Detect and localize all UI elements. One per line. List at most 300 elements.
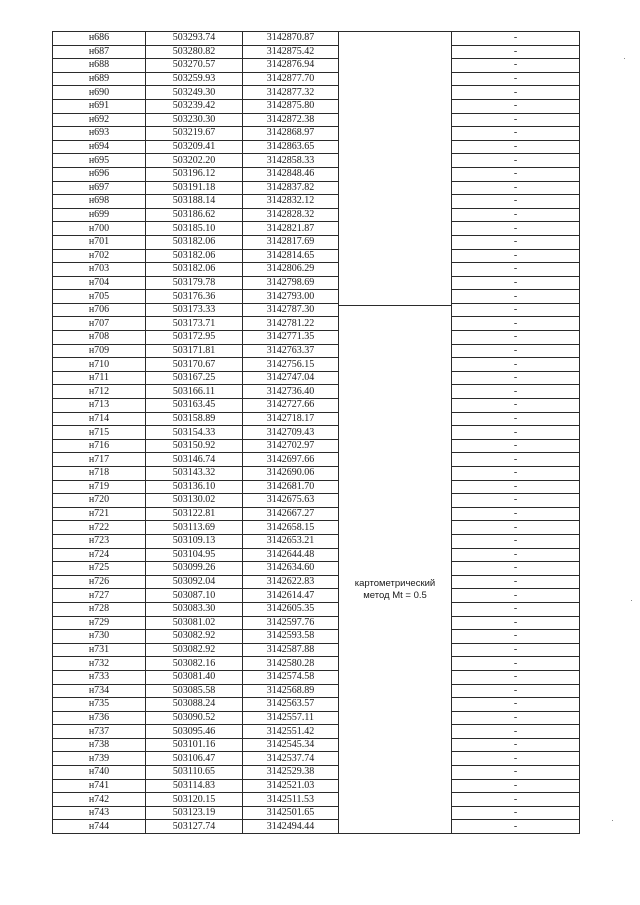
y-coordinate-cell: 3142793.00: [243, 290, 339, 304]
point-id-cell: н688: [53, 59, 146, 73]
x-coordinate-cell: 503090.52: [146, 711, 243, 725]
point-id-cell: н694: [53, 140, 146, 154]
method-cell: [339, 32, 452, 834]
note-cell: -: [452, 494, 580, 508]
point-id-cell: н722: [53, 521, 146, 535]
x-coordinate-cell: 503191.18: [146, 181, 243, 195]
method-label-line2: метод Mt = 0.5: [363, 589, 427, 601]
x-coordinate-cell: 503082.92: [146, 630, 243, 644]
x-coordinate-cell: 503188.14: [146, 195, 243, 209]
y-coordinate-cell: 3142798.69: [243, 276, 339, 290]
note-cell: -: [452, 711, 580, 725]
table-row: [53, 711, 580, 725]
x-coordinate-cell: 503154.33: [146, 426, 243, 440]
note-cell: -: [452, 358, 580, 372]
note-cell: -: [452, 589, 580, 603]
table-row: [53, 140, 580, 154]
x-coordinate-cell: 503081.02: [146, 616, 243, 630]
note-cell: -: [452, 684, 580, 698]
point-id-cell: н710: [53, 358, 146, 372]
x-coordinate-cell: 503239.42: [146, 99, 243, 113]
note-cell: -: [452, 439, 580, 453]
table-row: [53, 59, 580, 73]
note-cell: -: [452, 602, 580, 616]
y-coordinate-cell: 3142763.37: [243, 344, 339, 358]
x-coordinate-cell: 503130.02: [146, 494, 243, 508]
table-row: [53, 99, 580, 113]
table-row: [53, 249, 580, 263]
y-coordinate-cell: 3142870.87: [243, 32, 339, 46]
note-cell: -: [452, 521, 580, 535]
note-cell: -: [452, 412, 580, 426]
table-row: [53, 467, 580, 481]
table-row: [53, 453, 580, 467]
x-coordinate-cell: 503270.57: [146, 59, 243, 73]
note-cell: -: [452, 616, 580, 630]
y-coordinate-cell: 3142521.03: [243, 779, 339, 793]
method-label-line1: картометрический: [354, 577, 436, 589]
y-coordinate-cell: 3142702.97: [243, 439, 339, 453]
x-coordinate-cell: 503104.95: [146, 548, 243, 562]
table-row: [53, 72, 580, 86]
note-cell: -: [452, 32, 580, 46]
table-row: [53, 208, 580, 222]
x-coordinate-cell: 503085.58: [146, 684, 243, 698]
x-coordinate-cell: 503143.32: [146, 467, 243, 481]
point-id-cell: н695: [53, 154, 146, 168]
note-cell: -: [452, 548, 580, 562]
table-row: [53, 399, 580, 413]
note-cell: -: [452, 793, 580, 807]
point-id-cell: н744: [53, 820, 146, 834]
table-row: [53, 331, 580, 345]
note-cell: -: [452, 806, 580, 820]
y-coordinate-cell: 3142781.22: [243, 317, 339, 331]
y-coordinate-cell: 3142511.53: [243, 793, 339, 807]
note-cell: -: [452, 670, 580, 684]
table-row: [53, 820, 580, 834]
note-cell: -: [452, 263, 580, 277]
x-coordinate-cell: 503230.30: [146, 113, 243, 127]
point-id-cell: н705: [53, 290, 146, 304]
note-cell: -: [452, 72, 580, 86]
point-id-cell: н742: [53, 793, 146, 807]
point-id-cell: н727: [53, 589, 146, 603]
note-cell: -: [452, 480, 580, 494]
note-cell: -: [452, 399, 580, 413]
x-coordinate-cell: 503088.24: [146, 698, 243, 712]
y-coordinate-cell: 3142736.40: [243, 385, 339, 399]
note-cell: -: [452, 140, 580, 154]
y-coordinate-cell: 3142828.32: [243, 208, 339, 222]
x-coordinate-cell: 503122.81: [146, 507, 243, 521]
point-id-cell: н738: [53, 738, 146, 752]
note-cell: -: [452, 208, 580, 222]
point-id-cell: н713: [53, 399, 146, 413]
table-row: [53, 507, 580, 521]
y-coordinate-cell: 3142644.48: [243, 548, 339, 562]
point-id-cell: н737: [53, 725, 146, 739]
table-row: [53, 290, 580, 304]
point-id-cell: н717: [53, 453, 146, 467]
table-row: [53, 562, 580, 576]
x-coordinate-cell: 503163.45: [146, 399, 243, 413]
point-id-cell: н698: [53, 195, 146, 209]
table-row: [53, 195, 580, 209]
point-id-cell: н743: [53, 806, 146, 820]
x-coordinate-cell: 503173.71: [146, 317, 243, 331]
y-coordinate-cell: 3142877.70: [243, 72, 339, 86]
y-coordinate-cell: 3142876.94: [243, 59, 339, 73]
y-coordinate-cell: 3142537.74: [243, 752, 339, 766]
note-cell: -: [452, 99, 580, 113]
point-id-cell: н715: [53, 426, 146, 440]
coordinates-table: [52, 31, 580, 834]
table-row: [53, 222, 580, 236]
y-coordinate-cell: 3142622.83: [243, 575, 339, 589]
y-coordinate-cell: 3142634.60: [243, 562, 339, 576]
point-id-cell: н691: [53, 99, 146, 113]
y-coordinate-cell: 3142545.34: [243, 738, 339, 752]
y-coordinate-cell: 3142568.89: [243, 684, 339, 698]
x-coordinate-cell: 503173.33: [146, 303, 243, 317]
note-cell: -: [452, 534, 580, 548]
table-row: [53, 344, 580, 358]
table-row: [53, 766, 580, 780]
point-id-cell: н697: [53, 181, 146, 195]
table-row: [53, 521, 580, 535]
table-row: [53, 412, 580, 426]
x-coordinate-cell: 503127.74: [146, 820, 243, 834]
table-row: [53, 154, 580, 168]
y-coordinate-cell: 3142848.46: [243, 167, 339, 181]
table-row: [53, 32, 580, 46]
point-id-cell: н721: [53, 507, 146, 521]
table-row: [53, 548, 580, 562]
x-coordinate-cell: 503196.12: [146, 167, 243, 181]
table-row: [53, 752, 580, 766]
x-coordinate-cell: 503110.65: [146, 766, 243, 780]
note-cell: -: [452, 752, 580, 766]
point-id-cell: н703: [53, 263, 146, 277]
table-row: [53, 263, 580, 277]
note-cell: -: [452, 331, 580, 345]
y-coordinate-cell: 3142593.58: [243, 630, 339, 644]
table-row: [53, 86, 580, 100]
y-coordinate-cell: 3142605.35: [243, 602, 339, 616]
table-row: [53, 657, 580, 671]
x-coordinate-cell: 503185.10: [146, 222, 243, 236]
table-row: [53, 480, 580, 494]
table-row: [53, 181, 580, 195]
table-row: [53, 439, 580, 453]
x-coordinate-cell: 503106.47: [146, 752, 243, 766]
note-cell: -: [452, 453, 580, 467]
y-coordinate-cell: 3142858.33: [243, 154, 339, 168]
y-coordinate-cell: 3142501.65: [243, 806, 339, 820]
point-id-cell: н724: [53, 548, 146, 562]
method-divider-line: [339, 305, 451, 306]
table-row: [53, 602, 580, 616]
point-id-cell: н732: [53, 657, 146, 671]
x-coordinate-cell: 503202.20: [146, 154, 243, 168]
point-id-cell: н690: [53, 86, 146, 100]
point-id-cell: н696: [53, 167, 146, 181]
x-coordinate-cell: 503095.46: [146, 725, 243, 739]
x-coordinate-cell: 503249.30: [146, 86, 243, 100]
table-row: [53, 630, 580, 644]
point-id-cell: н740: [53, 766, 146, 780]
point-id-cell: н692: [53, 113, 146, 127]
point-id-cell: н726: [53, 575, 146, 589]
y-coordinate-cell: 3142747.04: [243, 371, 339, 385]
point-id-cell: н687: [53, 45, 146, 59]
x-coordinate-cell: 503123.19: [146, 806, 243, 820]
point-id-cell: н719: [53, 480, 146, 494]
point-id-cell: н706: [53, 303, 146, 317]
table-row: [53, 589, 580, 603]
point-id-cell: н686: [53, 32, 146, 46]
x-coordinate-cell: 503114.83: [146, 779, 243, 793]
point-id-cell: н728: [53, 602, 146, 616]
x-coordinate-cell: 503109.13: [146, 534, 243, 548]
y-coordinate-cell: 3142806.29: [243, 263, 339, 277]
note-cell: -: [452, 766, 580, 780]
x-coordinate-cell: 503120.15: [146, 793, 243, 807]
y-coordinate-cell: 3142868.97: [243, 127, 339, 141]
x-coordinate-cell: 503167.25: [146, 371, 243, 385]
table-row: [53, 358, 580, 372]
point-id-cell: н689: [53, 72, 146, 86]
y-coordinate-cell: 3142771.35: [243, 331, 339, 345]
y-coordinate-cell: 3142494.44: [243, 820, 339, 834]
point-id-cell: н733: [53, 670, 146, 684]
table-row: [53, 793, 580, 807]
note-cell: -: [452, 45, 580, 59]
x-coordinate-cell: 503179.78: [146, 276, 243, 290]
point-id-cell: н735: [53, 698, 146, 712]
note-cell: -: [452, 385, 580, 399]
note-cell: -: [452, 86, 580, 100]
x-coordinate-cell: 503171.81: [146, 344, 243, 358]
x-coordinate-cell: 503293.74: [146, 32, 243, 46]
point-id-cell: н734: [53, 684, 146, 698]
y-coordinate-cell: 3142574.58: [243, 670, 339, 684]
point-id-cell: н730: [53, 630, 146, 644]
y-coordinate-cell: 3142875.80: [243, 99, 339, 113]
point-id-cell: н729: [53, 616, 146, 630]
y-coordinate-cell: 3142718.17: [243, 412, 339, 426]
table-row: [53, 127, 580, 141]
note-cell: -: [452, 562, 580, 576]
point-id-cell: н709: [53, 344, 146, 358]
y-coordinate-cell: 3142551.42: [243, 725, 339, 739]
point-id-cell: н723: [53, 534, 146, 548]
x-coordinate-cell: 503172.95: [146, 331, 243, 345]
y-coordinate-cell: 3142787.30: [243, 303, 339, 317]
note-cell: -: [452, 167, 580, 181]
point-id-cell: н702: [53, 249, 146, 263]
point-id-cell: н718: [53, 467, 146, 481]
note-cell: -: [452, 630, 580, 644]
note-cell: -: [452, 249, 580, 263]
scan-speck: [631, 600, 632, 601]
y-coordinate-cell: 3142529.38: [243, 766, 339, 780]
x-coordinate-cell: 503280.82: [146, 45, 243, 59]
x-coordinate-cell: 503170.67: [146, 358, 243, 372]
y-coordinate-cell: 3142597.76: [243, 616, 339, 630]
table-row: [53, 698, 580, 712]
note-cell: -: [452, 507, 580, 521]
x-coordinate-cell: 503182.06: [146, 249, 243, 263]
point-id-cell: н716: [53, 439, 146, 453]
scan-speck: [612, 820, 613, 821]
table-row: [53, 684, 580, 698]
y-coordinate-cell: 3142557.11: [243, 711, 339, 725]
table-row: [53, 385, 580, 399]
y-coordinate-cell: 3142875.42: [243, 45, 339, 59]
note-cell: -: [452, 113, 580, 127]
y-coordinate-cell: 3142709.43: [243, 426, 339, 440]
point-id-cell: н731: [53, 643, 146, 657]
note-cell: -: [452, 657, 580, 671]
table-row: [53, 167, 580, 181]
y-coordinate-cell: 3142817.69: [243, 235, 339, 249]
note-cell: -: [452, 467, 580, 481]
x-coordinate-cell: 503182.06: [146, 235, 243, 249]
point-id-cell: н693: [53, 127, 146, 141]
note-cell: -: [452, 426, 580, 440]
note-cell: -: [452, 154, 580, 168]
point-id-cell: н736: [53, 711, 146, 725]
table-row: [53, 317, 580, 331]
y-coordinate-cell: 3142832.12: [243, 195, 339, 209]
point-id-cell: н714: [53, 412, 146, 426]
x-coordinate-cell: 503150.92: [146, 439, 243, 453]
note-cell: -: [452, 127, 580, 141]
x-coordinate-cell: 503081.40: [146, 670, 243, 684]
note-cell: -: [452, 303, 580, 317]
note-cell: -: [452, 290, 580, 304]
x-coordinate-cell: 503219.67: [146, 127, 243, 141]
point-id-cell: н699: [53, 208, 146, 222]
y-coordinate-cell: 3142821.87: [243, 222, 339, 236]
table-row: [53, 725, 580, 739]
y-coordinate-cell: 3142877.32: [243, 86, 339, 100]
note-cell: -: [452, 779, 580, 793]
point-id-cell: н704: [53, 276, 146, 290]
note-cell: -: [452, 738, 580, 752]
x-coordinate-cell: 503083.30: [146, 602, 243, 616]
y-coordinate-cell: 3142667.27: [243, 507, 339, 521]
y-coordinate-cell: 3142653.21: [243, 534, 339, 548]
y-coordinate-cell: 3142587.88: [243, 643, 339, 657]
y-coordinate-cell: 3142727.66: [243, 399, 339, 413]
point-id-cell: н712: [53, 385, 146, 399]
y-coordinate-cell: 3142814.65: [243, 249, 339, 263]
note-cell: -: [452, 371, 580, 385]
table-row: [53, 534, 580, 548]
table-row: [53, 113, 580, 127]
x-coordinate-cell: 503082.92: [146, 643, 243, 657]
note-cell: -: [452, 820, 580, 834]
x-coordinate-cell: 503186.62: [146, 208, 243, 222]
x-coordinate-cell: 503082.16: [146, 657, 243, 671]
y-coordinate-cell: 3142563.57: [243, 698, 339, 712]
x-coordinate-cell: 503136.10: [146, 480, 243, 494]
x-coordinate-cell: 503101.16: [146, 738, 243, 752]
x-coordinate-cell: 503113.69: [146, 521, 243, 535]
table-row: [53, 575, 580, 589]
note-cell: -: [452, 344, 580, 358]
note-cell: -: [452, 698, 580, 712]
table-row: [53, 670, 580, 684]
x-coordinate-cell: 503166.11: [146, 385, 243, 399]
table-row: [53, 371, 580, 385]
coordinates-table-body: [53, 32, 580, 834]
y-coordinate-cell: 3142863.65: [243, 140, 339, 154]
point-id-cell: н725: [53, 562, 146, 576]
table-row: [53, 643, 580, 657]
note-cell: -: [452, 181, 580, 195]
point-id-cell: н700: [53, 222, 146, 236]
note-cell: -: [452, 59, 580, 73]
table-row: [53, 738, 580, 752]
y-coordinate-cell: 3142614.47: [243, 589, 339, 603]
y-coordinate-cell: 3142690.06: [243, 467, 339, 481]
point-id-cell: н720: [53, 494, 146, 508]
point-id-cell: н707: [53, 317, 146, 331]
x-coordinate-cell: 503259.93: [146, 72, 243, 86]
table-row: [53, 779, 580, 793]
table-row: [53, 806, 580, 820]
point-id-cell: н711: [53, 371, 146, 385]
note-cell: -: [452, 222, 580, 236]
point-id-cell: н739: [53, 752, 146, 766]
note-cell: -: [452, 643, 580, 657]
point-id-cell: н701: [53, 235, 146, 249]
x-coordinate-cell: 503182.06: [146, 263, 243, 277]
note-cell: -: [452, 195, 580, 209]
x-coordinate-cell: 503209.41: [146, 140, 243, 154]
table-row: [53, 276, 580, 290]
point-id-cell: н741: [53, 779, 146, 793]
table-row: [53, 235, 580, 249]
table-row: [53, 426, 580, 440]
y-coordinate-cell: 3142681.70: [243, 480, 339, 494]
x-coordinate-cell: 503099.26: [146, 562, 243, 576]
point-id-cell: н708: [53, 331, 146, 345]
scan-speck: [624, 58, 625, 59]
x-coordinate-cell: 503176.36: [146, 290, 243, 304]
note-cell: -: [452, 276, 580, 290]
note-cell: -: [452, 317, 580, 331]
table-row: [53, 303, 580, 317]
note-cell: -: [452, 235, 580, 249]
note-cell: -: [452, 725, 580, 739]
table-row: [53, 616, 580, 630]
x-coordinate-cell: 503146.74: [146, 453, 243, 467]
y-coordinate-cell: 3142675.63: [243, 494, 339, 508]
table-row: [53, 45, 580, 59]
x-coordinate-cell: 503087.10: [146, 589, 243, 603]
x-coordinate-cell: 503092.04: [146, 575, 243, 589]
y-coordinate-cell: 3142580.28: [243, 657, 339, 671]
y-coordinate-cell: 3142697.66: [243, 453, 339, 467]
x-coordinate-cell: 503158.89: [146, 412, 243, 426]
table-row: [53, 494, 580, 508]
y-coordinate-cell: 3142658.15: [243, 521, 339, 535]
